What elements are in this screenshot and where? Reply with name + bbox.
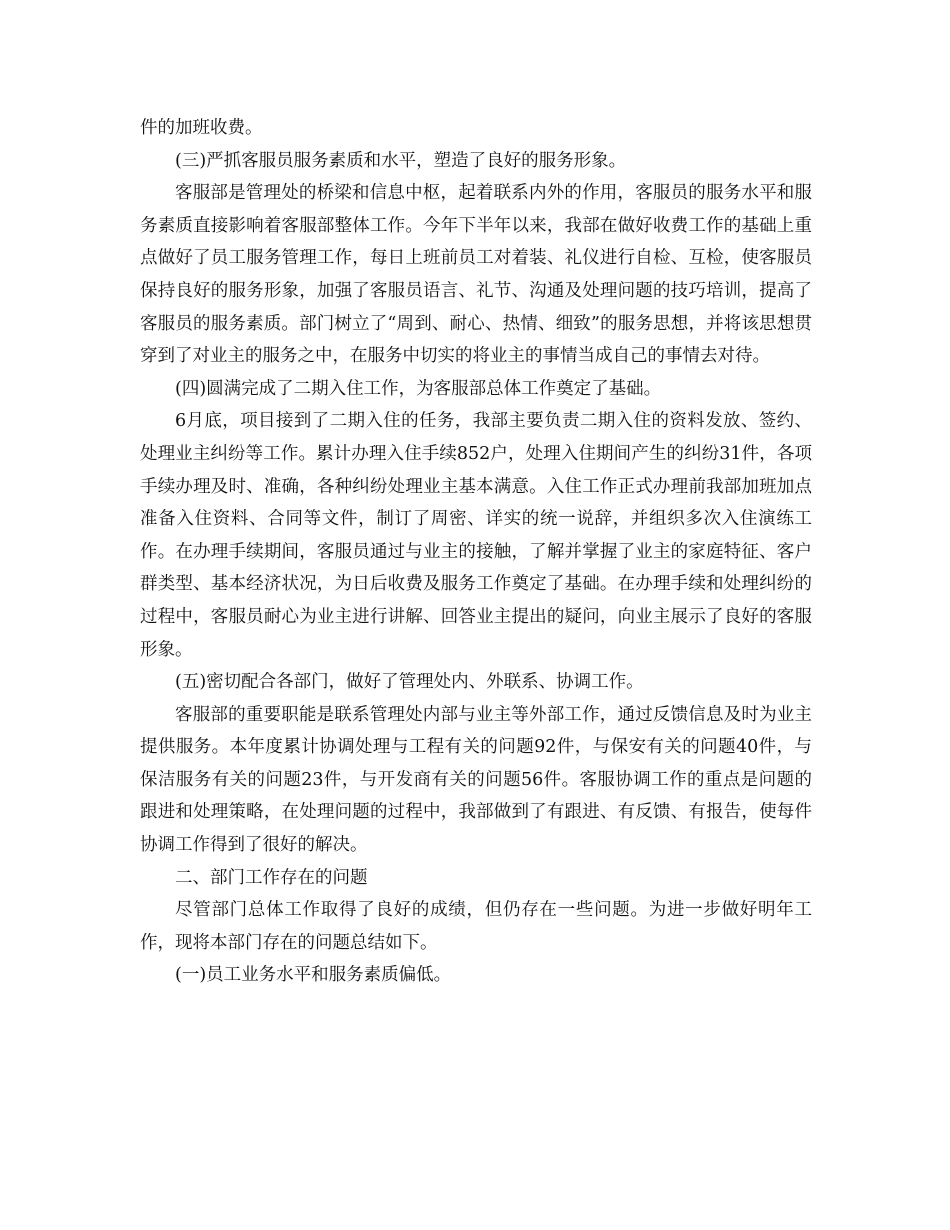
section-heading-1: (一)员工业务水平和服务素质偏低。 — [175, 965, 452, 986]
section-heading-5: (五)密切配合各部门，做好了管理处内、外联系、协调工作。 — [175, 672, 644, 693]
chapter-heading-2: 二、部门工作存在的问题 — [175, 867, 368, 888]
section-heading-3: (三)严抓客服员服务素质和水平，塑造了良好的服务形象。 — [175, 150, 627, 171]
paragraph: 客服部的重要职能是联系管理处内部与业主等外部工作，通过反馈信息及时为业主提供服务。本年度累计协调处理与工程有关的问题92件，与保安有关的问题40件，与保洁服务有关的问题23件，与开发商有关的问题56件。客服协调工作的重点是问题的跟进和处理策略，在处理问题的过程中，我部做到了有跟进、有反馈、有报告，使每件协调工作得到了很好的解决。 — [140, 704, 812, 856]
paragraph: 客服部是管理处的桥梁和信息中枢，起着联系内外的作用，客服员的服务水平和服务素质直接影响着客服部整体工作。今年下半年以来，我部在做好收费工作的基础上重点做好了员工服务管理工作，每日上班前员工对着装、礼仪进行自检、互检，使客服员保持良好的服务形象，加强了客服员语言、礼节、沟通及处理问题的技巧培训，提高了客服员的服务素质。部门树立了“周到、耐心、热情、细致”的服务思想，并将该思想贯穿到了对业主的服务之中，在服务中切实的将业主的事情当成自己的事情去对待。 — [140, 183, 812, 367]
paragraph: 尽管部门总体工作取得了良好的成绩，但仍存在一些问题。为进一步做好明年工作，现将本部门存在的问题总结如下。 — [140, 900, 812, 953]
paragraph-continuation: 件的加班收费。 — [140, 118, 263, 138]
section-heading-4: (四)圆满完成了二期入住工作，为客服部总体工作奠定了基础。 — [175, 378, 662, 399]
paragraph: 6月底，项目接到了二期入住的任务，我部主要负责二期入住的资料发放、签约、处理业主纠纷等工作。累计办理入住手续852户，处理入住期间产生的纠纷31件，各项手续办理及时、准确，各种纠纷处理业主基本满意。入住工作正式办理前我部加班加点准备入住资料、合同等文件，制订了周密、详实的统一说辞，并组织多次入住演练工作。在办理手续期间，客服员通过与业主的接触，了解并掌握了业主的家庭特征、客户群类型、基本经济状况，为日后收费及服务工作奠定了基础。在办理手续和处理纠纷的过程中，客服员耐心为业主进行讲解、回答业主提出的疑问，向业主展示了良好的客服形象。 — [140, 411, 812, 660]
document-body — [140, 112, 812, 992]
